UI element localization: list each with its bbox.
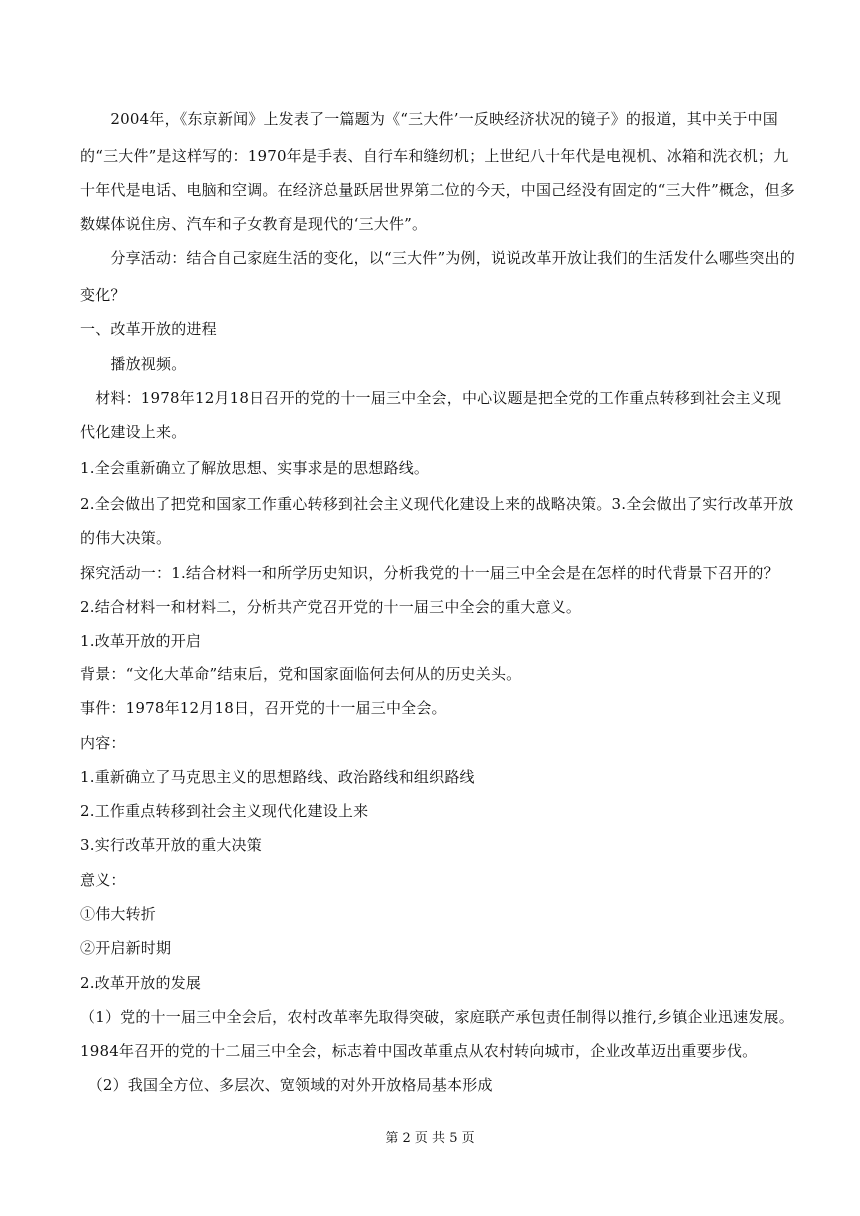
paragraph-line: 1.全会重新确立了解放思想、实事求是的思想路线。 <box>80 459 430 477</box>
paragraph-line: （1）党的十一届三中全会后，农村改革率先取得突破，家庭联产承包责任制得以推行,乡镇企业迅速发展。 <box>80 1008 794 1026</box>
list-item: 1.重新确立了马克思主义的思想路线、政治路线和组织路线 <box>80 768 475 786</box>
list-item: 2.工作重点转移到社会主义现代化建设上来 <box>80 802 369 820</box>
paragraph-line: 播放视频。 <box>80 355 187 373</box>
paragraph-line: 2004年，《东京新闻》上发表了一篇题为《“三大件’一反映经济状况的镜子》的报道，其中关于中国 <box>80 110 778 128</box>
paragraph-line: 数媒体说住房、汽车和子女教育是现代的‘三大件”。 <box>80 215 428 233</box>
section-heading: 一、改革开放的进程 <box>80 320 217 338</box>
paragraph-line: 探究活动一：1.结合材料一和所学历史知识，分析我党的十一届三中全会是在怎样的时代背景下召开的？ <box>80 564 779 582</box>
paragraph-line: 十年代是电话、电脑和空调。在经济总量跃居世界第二位的今天，中国己经没有固定的“三大件”概念，但多 <box>80 181 795 199</box>
paragraph-line: 事件：1978年12月18日，召开党的十一届三中全会。 <box>80 699 447 717</box>
paragraph-line: 2.结合材料一和材料二，分析共产党召开党的十一届三中全会的重大意义。 <box>80 598 582 616</box>
paragraph-line: 背景：“文化大革命”结束后，党和国家面临何去何从的历史关头。 <box>80 665 522 683</box>
paragraph-line: 的伟大决策。 <box>80 529 172 547</box>
paragraph-line: 2.全会做出了把党和国家工作重心转移到社会主义现代化建设上来的战略决策。3.全会做出了实行改革开放 <box>80 495 794 513</box>
list-item: 3.实行改革开放的重大决策 <box>80 836 262 854</box>
paragraph-line: （2）我国全方位、多层次、宽领域的对外开放格局基本形成 <box>80 1076 493 1094</box>
paragraph-line: 材料：1978年12月18日召开的党的十一届三中全会，中心议题是把全党的工作重点转移到社会主义现 <box>80 389 782 407</box>
list-item: ①伟大转折 <box>80 905 157 923</box>
subsection-heading: 1.改革开放的开启 <box>80 632 202 650</box>
paragraph-line: 分享活动：结合自己家庭生活的变化，以“三大件”为例，说说改革开放让我们的生活发什么哪些突出的 <box>80 249 795 267</box>
paragraph-line: 意义： <box>80 871 126 889</box>
subsection-heading: 2.改革开放的发展 <box>80 974 202 992</box>
list-item: ②开启新时期 <box>80 939 172 957</box>
paragraph-line: 的“三大件”是这样写的：1970年是手表、自行车和缝纫机；上世纪八十年代是电视机、冰箱和洗衣机；九 <box>80 147 789 165</box>
paragraph-line: 内容： <box>80 734 126 752</box>
paragraph-line: 变化？ <box>80 286 126 304</box>
paragraph-line: 1984年召开的党的十二届三中全会，标志着中国改革重点从农村转向城市，企业改革迈出重要步伐。 <box>80 1042 758 1060</box>
page-footer: 第 2 页 共 5 页 <box>385 1131 475 1146</box>
paragraph-line: 代化建设上来。 <box>80 423 187 441</box>
